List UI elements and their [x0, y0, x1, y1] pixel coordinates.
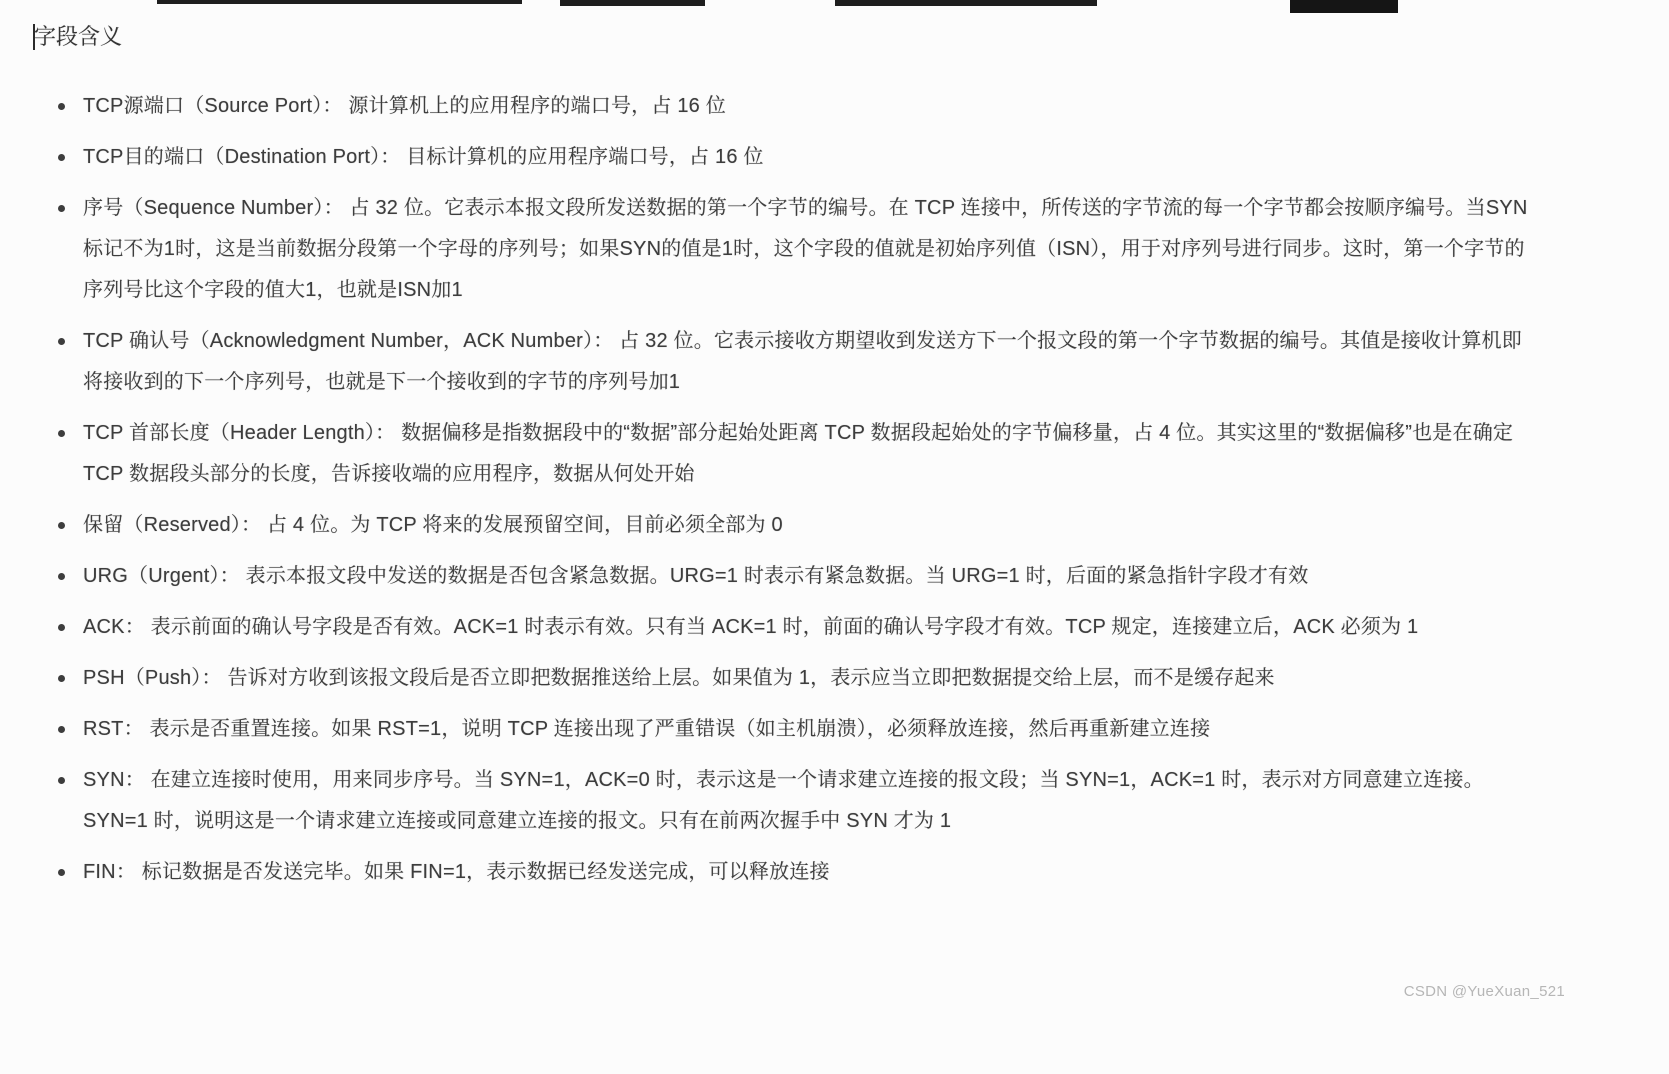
watermark: CSDN @YueXuan_521	[1403, 983, 1565, 1000]
list-item-destination-port: TCP目的端口（Destination Port）： 目标计算机的应用程序端口号，占 16 位	[57, 137, 1538, 178]
list-item-ack-number: TCP 确认号（Acknowledgment Number，ACK Number）： 占 32 位。它表示接收方期望收到发送方下一个报文段的第一个字节数据的编号。其值是接收计算机即将接收到的下一个序列号，也就是下一个接收到的字节的序列号加1	[57, 321, 1538, 403]
list-item-source-port: TCP源端口（Source Port）： 源计算机上的应用程序的端口号，占 16 位	[57, 86, 1538, 127]
list-item-sequence-number: 序号（Sequence Number）： 占 32 位。它表示本报文段所发送数据的第一个字节的编号。在 TCP 连接中，所传送的字节流的每一个字节都会按顺序编号。当SYN标记不为1时，这是当前数据分段第一个字母的序列号；如果SYN的值是1时，这个字段的值就是初始序列值（ISN），用于对序列号进行同步。这时，第一个字节的序列号比这个字段的值大1，也就是ISN加1	[57, 188, 1538, 311]
cropped-window-fragment	[835, 0, 1097, 6]
list-item-fin: FIN： 标记数据是否发送完毕。如果 FIN=1，表示数据已经发送完成，可以释放连接	[57, 852, 1538, 893]
list-item-header-length: TCP 首部长度（Header Length）： 数据偏移是指数据段中的“数据”部分起始处距离 TCP 数据段起始处的字节偏移量，占 4 位。其实这里的“数据偏移”也是在确定 TCP 数据段头部分的长度，告诉接收端的应用程序，数据从何处开始	[57, 413, 1538, 495]
list-item-ack: ACK： 表示前面的确认号字段是否有效。ACK=1 时表示有效。只有当 ACK=1 时，前面的确认号字段才有效。TCP 规定，连接建立后，ACK 必须为 1	[57, 607, 1538, 648]
tcp-field-list	[33, 86, 1538, 893]
list-item-urg: URG（Urgent）： 表示本报文段中发送的数据是否包含紧急数据。URG=1 时表示有紧急数据。当 URG=1 时，后面的紧急指针字段才有效	[57, 556, 1538, 597]
page-title	[33, 22, 1538, 52]
list-item-rst: RST： 表示是否重置连接。如果 RST=1，说明 TCP 连接出现了严重错误（如主机崩溃），必须释放连接，然后再重新建立连接	[57, 709, 1538, 750]
article-body	[33, 22, 1538, 903]
list-item-psh: PSH（Push）： 告诉对方收到该报文段后是否立即把数据推送给上层。如果值为 1，表示应当立即把数据提交给上层，而不是缓存起来	[57, 658, 1538, 699]
cropped-window-fragment	[1290, 0, 1398, 13]
cropped-window-fragment	[560, 0, 705, 6]
cropped-window-fragment	[157, 0, 522, 4]
page-title-text: 字段含义	[34, 24, 123, 49]
list-item-reserved: 保留（Reserved）： 占 4 位。为 TCP 将来的发展预留空间，目前必须全部为 0	[57, 505, 1538, 546]
list-item-syn: SYN： 在建立连接时使用，用来同步序号。当 SYN=1，ACK=0 时，表示这是一个请求建立连接的报文段；当 SYN=1，ACK=1 时，表示对方同意建立连接。SYN=1 时，说明这是一个请求建立连接或同意建立连接的报文。只有在前两次握手中 SYN 才为 1	[57, 760, 1538, 842]
